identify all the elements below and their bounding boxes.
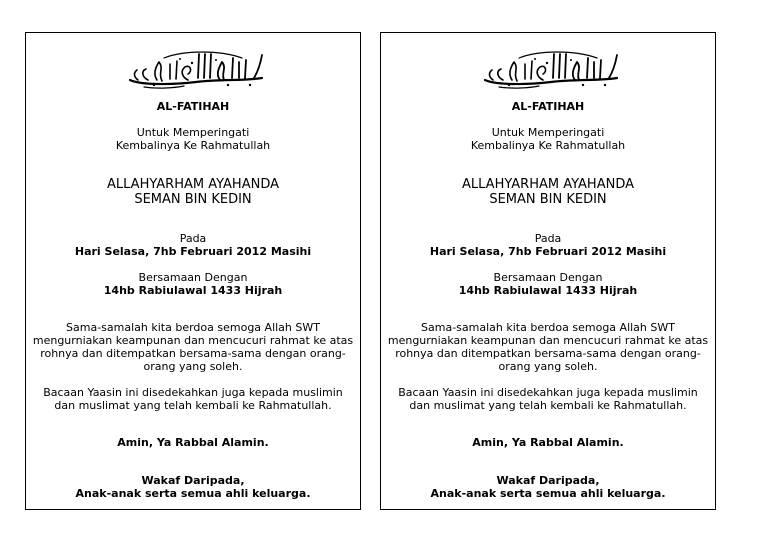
pada-label: Pada <box>534 232 562 245</box>
date-masihi: Hari Selasa, 7hb Februari 2012 Masihi <box>74 245 312 258</box>
wakaf-line: Wakaf Daripada, <box>141 474 245 487</box>
deceased-name: SEMAN BIN KEDIN <box>489 192 607 207</box>
intro-line: Untuk Memperingati <box>136 126 250 139</box>
prayer-line: rohnya dan ditempatkan bersama-sama dengan orang- <box>40 347 346 360</box>
prayer-line: Sama-samalah kita berdoa semoga Allah SWT <box>66 321 320 334</box>
intro-line: Untuk Memperingati <box>491 126 605 139</box>
date-hijrah: 14hb Rabiulawal 1433 Hijrah <box>458 284 638 297</box>
wakaf-line: Anak-anak serta semua ahli keluarga. <box>430 487 666 500</box>
amin-text: Amin, Ya Rabbal Alamin. <box>472 436 624 449</box>
yaasin-line: Bacaan Yaasin ini disedekahkan juga kepada muslimin <box>398 386 698 399</box>
deceased-title: ALLAHYARHAM AYAHANDA <box>107 177 279 192</box>
date-hijrah: 14hb Rabiulawal 1433 Hijrah <box>103 284 283 297</box>
prayer-line: mengurniakan keampunan dan mencucuri rahmat ke atas <box>32 334 354 347</box>
svg-text:بسم الله الرحمن الرحيم: بسم الله الرحمن الرحيم <box>540 68 562 70</box>
prayer-line: rohnya dan ditempatkan bersama-sama dengan orang- <box>395 347 701 360</box>
yaasin-line: dan muslimat yang telah kembali ke Rahmatullah. <box>409 399 687 412</box>
wakaf-line: Anak-anak serta semua ahli keluarga. <box>75 487 311 500</box>
prayer-line: mengurniakan keampunan dan mencucuri rahmat ke atas <box>387 334 709 347</box>
bismillah-calligraphy <box>479 47 623 89</box>
svg-text:بسم الله الرحمن الرحيم: بسم الله الرحمن الرحيم <box>185 68 207 70</box>
intro-line: Kembalinya Ke Rahmatullah <box>470 139 626 152</box>
deceased-title: ALLAHYARHAM AYAHANDA <box>462 177 634 192</box>
date-masihi: Hari Selasa, 7hb Februari 2012 Masihi <box>429 245 667 258</box>
card-heading: AL-FATIHAH <box>511 100 585 113</box>
prayer-line: orang yang soleh. <box>143 360 243 373</box>
deceased-name: SEMAN BIN KEDIN <box>134 192 252 207</box>
yaasin-line: dan muslimat yang telah kembali ke Rahmatullah. <box>54 399 332 412</box>
bersamaan-label: Bersamaan Dengan <box>493 271 603 284</box>
wakaf-line: Wakaf Daripada, <box>496 474 600 487</box>
bismillah-calligraphy <box>124 47 268 89</box>
card-heading: AL-FATIHAH <box>156 100 230 113</box>
pada-label: Pada <box>179 232 207 245</box>
intro-line: Kembalinya Ke Rahmatullah <box>115 139 271 152</box>
memorial-card <box>25 32 361 510</box>
prayer-line: orang yang soleh. <box>498 360 598 373</box>
prayer-line: Sama-samalah kita berdoa semoga Allah SWT <box>421 321 675 334</box>
amin-text: Amin, Ya Rabbal Alamin. <box>117 436 269 449</box>
bersamaan-label: Bersamaan Dengan <box>138 271 248 284</box>
yaasin-line: Bacaan Yaasin ini disedekahkan juga kepada muslimin <box>43 386 343 399</box>
memorial-card <box>380 32 716 510</box>
